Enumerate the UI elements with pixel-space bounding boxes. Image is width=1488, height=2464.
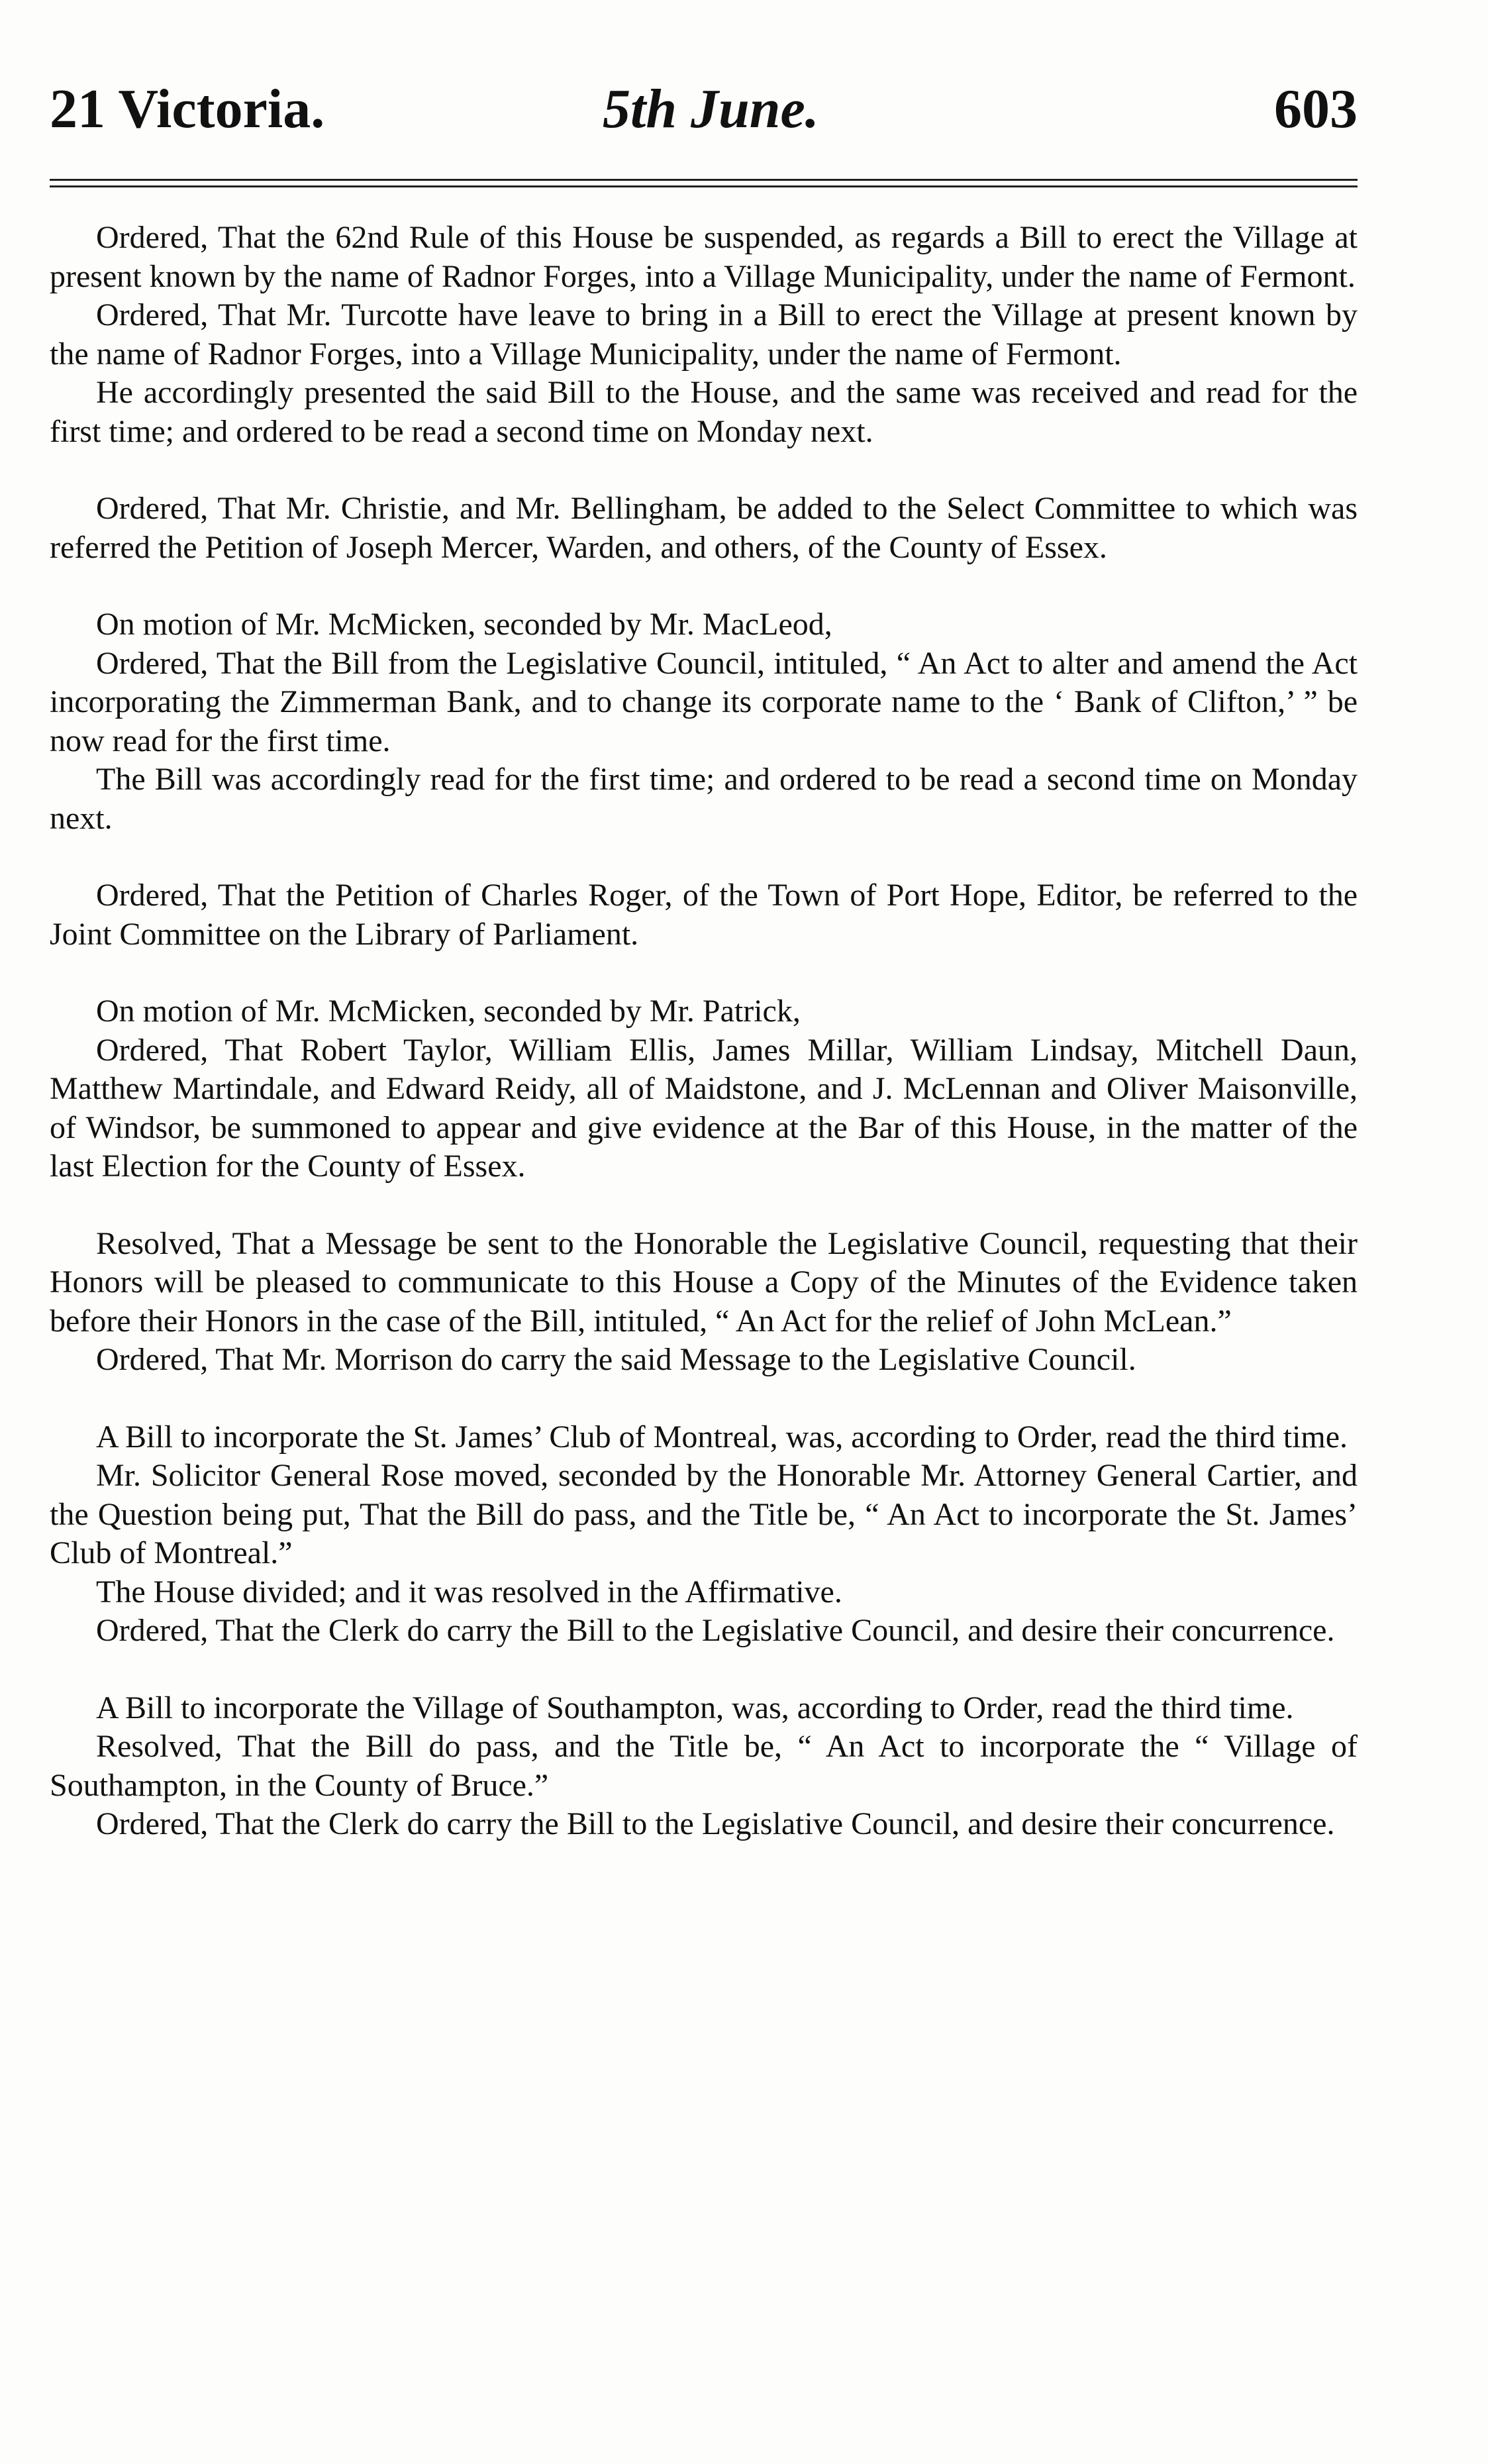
entry-spacer <box>50 1380 1358 1418</box>
entry-paragraph: The House divided; and it was resolved in the Affirmative. <box>96 1574 842 1610</box>
header-regnal-year: 21 Victoria. <box>50 78 325 140</box>
entry-paragraph: Resolved, That a Message be sent to the Honorable the Legislative Council, requesting that their Honors will be pleased to communicate to this House a Copy of the Minutes of the Evidence taken before their Honors in the case of the Bill, intituled, “ An Act for the relief of John McLean.” <box>50 1225 1358 1339</box>
entry-spacer <box>50 567 1358 605</box>
entry-paragraph: Ordered, That the Petition of Charles Roger, of the Town of Port Hope, Editor, be referred to the Joint Committee on the Library of Parliament. <box>50 878 1358 952</box>
entry-spacer <box>50 451 1358 489</box>
entry-paragraph: Ordered, That the Clerk do carry the Bill to the Legislative Council, and desire their concurrence. <box>96 1806 1335 1841</box>
running-header <box>50 73 1358 146</box>
entry-spacer <box>50 1186 1358 1225</box>
entry-paragraph: Ordered, That the 62nd Rule of this House be suspended, as regards a Bill to erect the Village at present known by the name of Radnor Forges, into a Village Municipality, under the name of Fermont. <box>50 220 1358 294</box>
entry-paragraph: A Bill to incorporate the St. James’ Club of Montreal, was, according to Order, read the third time. <box>96 1419 1348 1455</box>
entry-paragraph: On motion of Mr. McMicken, seconded by Mr. MacLeod, <box>96 607 832 642</box>
entry-paragraph: Ordered, That Mr. Christie, and Mr. Bellingham, be added to the Select Committee to which was referred the Petition of Joseph Mercer, Warden, and others, of the County of Essex. <box>50 491 1358 565</box>
journal-body <box>50 219 1358 1844</box>
entry-paragraph: Mr. Solicitor General Rose moved, seconded by the Honorable Mr. Attorney General Cartier, and the Question being put, That the Bill do pass, and the Title be, “ An Act to incorporate the St. James’ Club of Montreal.” <box>50 1458 1358 1570</box>
entry-spacer <box>50 838 1358 876</box>
entry-spacer <box>50 954 1358 992</box>
entry-paragraph: Resolved, That the Bill do pass, and the Title be, “ An Act to incorporate the “ Village of Southampton, in the County of Bruce.” <box>50 1729 1358 1803</box>
header-rule-bottom <box>50 185 1358 187</box>
page-number: 603 <box>1274 78 1358 140</box>
entry-spacer <box>50 1651 1358 1689</box>
entry-paragraph: Ordered, That Mr. Morrison do carry the said Message to the Legislative Council. <box>96 1342 1136 1377</box>
header-date: 5th June. <box>603 78 819 140</box>
entry-paragraph: On motion of Mr. McMicken, seconded by Mr. Patrick, <box>96 994 801 1029</box>
entry-paragraph: The Bill was accordingly read for the first time; and ordered to be read a second time on Monday next. <box>50 762 1358 836</box>
entry-paragraph: He accordingly presented the said Bill to the House, and the same was received and read for the first time; and ordered to be read a second time on Monday next. <box>50 375 1358 449</box>
entry-paragraph: Ordered, That the Clerk do carry the Bill to the Legislative Council, and desire their concurrence. <box>96 1613 1335 1648</box>
entry-paragraph: A Bill to incorporate the Village of Southampton, was, according to Order, read the third time. <box>96 1690 1294 1725</box>
entry-paragraph: Ordered, That Mr. Turcotte have leave to bring in a Bill to erect the Village at present known by the name of Radnor Forges, into a Village Municipality, under the name of Fermont. <box>50 297 1358 372</box>
entry-paragraph: Ordered, That Robert Taylor, William Ellis, James Millar, William Lindsay, Mitchell Daun, Matthew Martindale, and Edward Reidy, all of Maidstone, and J. McLennan and Oliver Maisonville, of Windsor, be summoned to appear and give evidence at the Bar of this House, in the matter of the last Election for the County of Essex. <box>50 1032 1358 1184</box>
entry-paragraph: Ordered, That the Bill from the Legislative Council, intituled, “ An Act to alter and amend the Act incorporating the Zimmerman Bank, and to change its corporate name to the ‘ Bank of Clifton,’ ” be now read for the first time. <box>50 645 1358 758</box>
header-rule-top <box>50 179 1358 181</box>
